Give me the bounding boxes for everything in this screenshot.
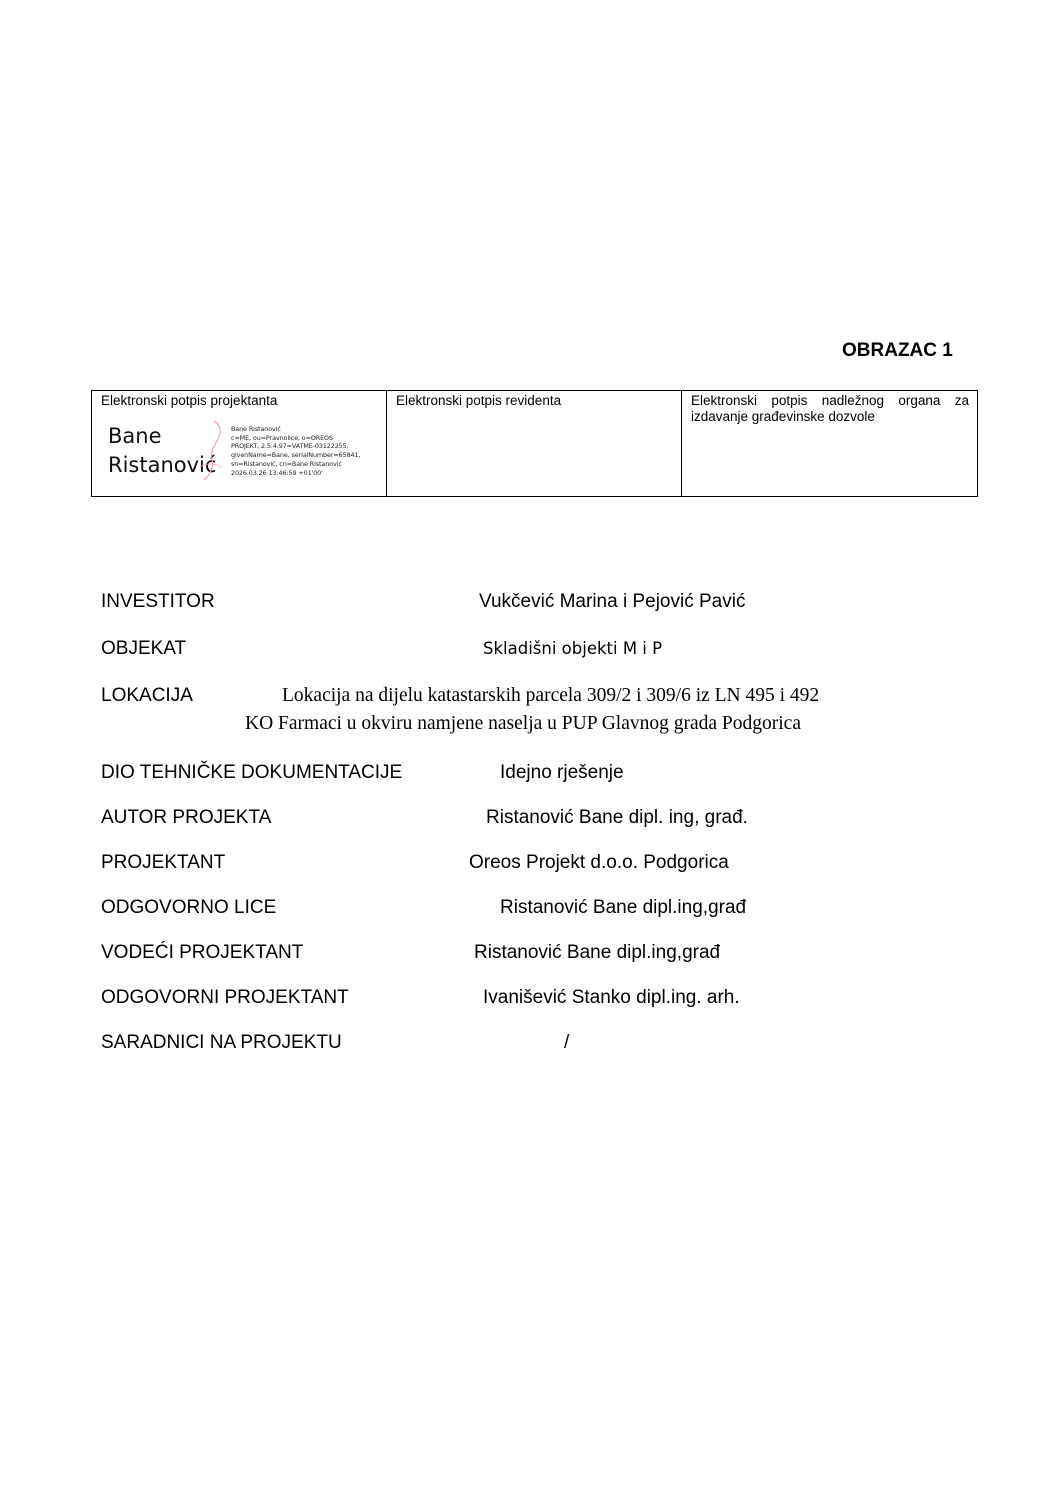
objekat-value: Skladišni objekti M i P (483, 639, 663, 658)
reviewer-signature-cell (387, 391, 682, 497)
lokacija-label: LOKACIJA (101, 685, 193, 706)
dio-label: DIO TEHNIČKE DOKUMENTACIJE (101, 762, 403, 783)
objekat-label: OBJEKAT (101, 638, 187, 659)
signature-detail-line: sn=Ristanović, cn=Bane Ristanović (231, 459, 342, 468)
signature-details (231, 425, 360, 477)
saradnici-value: / (564, 1032, 570, 1053)
authority-signature-header: Elektronski potpis nadležnog organa za izdavanje građevinske dozvole (691, 393, 969, 424)
odgovorni-projektant-label: ODGOVORNI PROJEKTANT (101, 987, 349, 1008)
projektant-value: Oreos Projekt d.o.o. Podgorica (469, 852, 729, 873)
odgovorno-lice-value: Ristanović Bane dipl.ing,građ (500, 897, 747, 918)
signer-name-line1: Bane (108, 424, 162, 448)
signer-name-line2: Ristanović (108, 453, 217, 477)
saradnici-label: SARADNICI NA PROJEKTU (101, 1032, 342, 1053)
lokacija-value-line2: KO Farmaci u okviru namjene naselja u PUP Glavnog grada Podgorica (245, 713, 801, 734)
authority-signature-cell (682, 391, 978, 497)
signature-stroke-icon (192, 417, 232, 483)
lokacija-value-line1: Lokacija na dijelu katastarskih parcela 309/2 i 309/6 iz LN 495 i 492 (282, 685, 820, 706)
odgovorno-lice-label: ODGOVORNO LICE (101, 897, 277, 918)
designer-signature-cell (92, 391, 387, 497)
signature-detail-line: 2026.03.26 13:46:59 +01'00' (231, 468, 323, 477)
dio-value: Idejno rješenje (500, 762, 624, 783)
vodeci-projektant-value: Ristanović Bane dipl.ing,građ (474, 942, 721, 963)
signature-detail-line: PROJEKT, 2.5.4.97=VATME-03122255, (231, 442, 349, 451)
autor-value: Ristanović Bane dipl. ing, građ. (486, 807, 748, 828)
autor-label: AUTOR PROJEKTA (101, 807, 272, 828)
designer-signature-header: Elektronski potpis projektanta (101, 393, 278, 408)
signature-detail-line: c=ME, ou=Pravnolice, o=OREOS (231, 433, 333, 442)
investitor-label: INVESTITOR (101, 591, 215, 612)
reviewer-signature-header: Elektronski potpis revidenta (396, 393, 562, 408)
projektant-label: PROJEKTANT (101, 852, 226, 873)
odgovorni-projektant-value: Ivanišević Stanko dipl.ing. arh. (483, 987, 740, 1008)
signature-detail-line: Bane Ristanović (231, 425, 281, 433)
investitor-value: Vukčević Marina i Pejović Pavić (479, 591, 746, 612)
signature-table (91, 390, 978, 497)
vodeci-projektant-label: VODEĆI PROJEKTANT (101, 942, 304, 963)
form-title: OBRAZAC 1 (842, 340, 953, 361)
signature-detail-line: givenName=Bane, serialNumber=65841, (231, 451, 361, 460)
